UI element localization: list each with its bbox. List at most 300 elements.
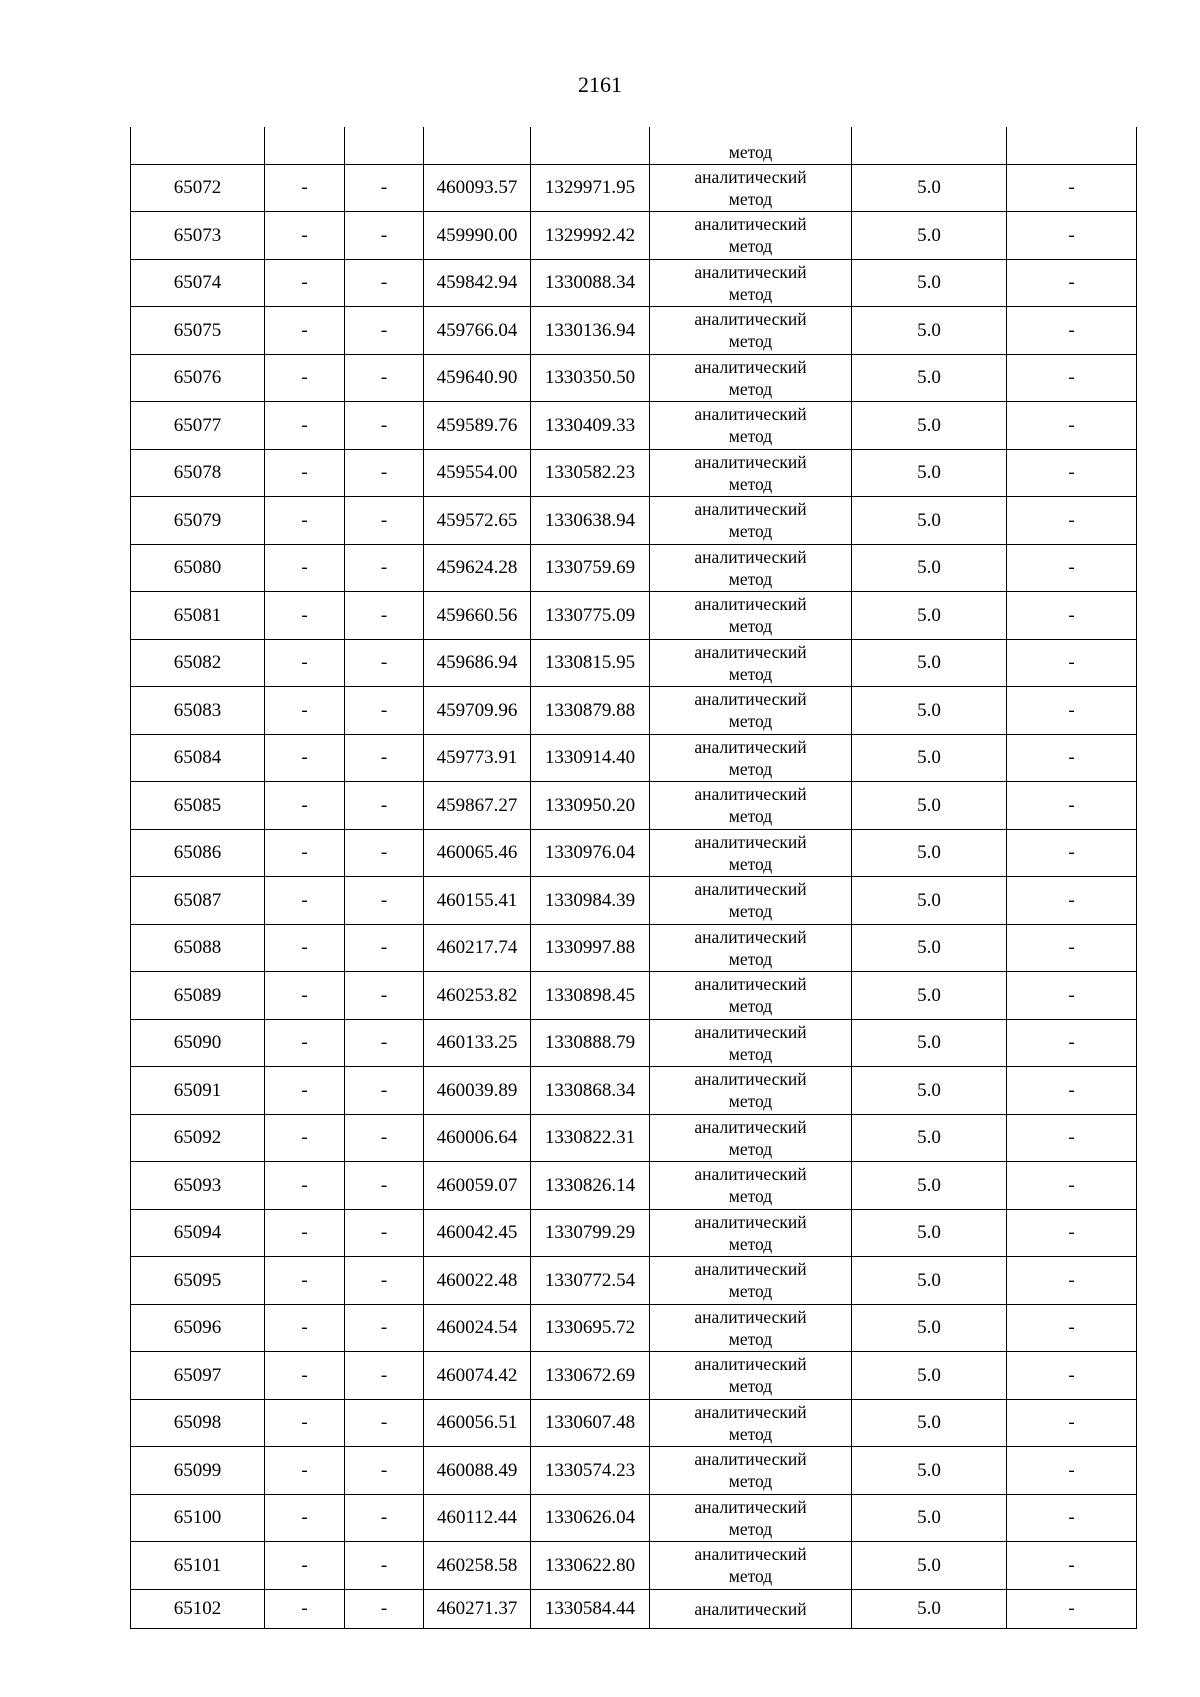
method-line-1: аналитический — [694, 1401, 807, 1422]
cell-method — [650, 1257, 852, 1305]
cell-accuracy: 5.0 — [852, 687, 1007, 735]
cell-method — [650, 924, 852, 972]
method-line-1: аналитический — [694, 1069, 807, 1090]
method-line-1: аналитический — [694, 879, 807, 900]
cell-y-coordinate: 1330997.88 — [531, 924, 650, 972]
cell-accuracy: 5.0 — [852, 1494, 1007, 1542]
cell-y-coordinate: 1330914.40 — [531, 734, 650, 782]
cell-accuracy: 5.0 — [852, 1447, 1007, 1495]
cell-col8: - — [1007, 687, 1137, 735]
cell-x-coordinate: 459589.76 — [424, 402, 531, 450]
cell-col8: - — [1007, 402, 1137, 450]
cell-y-coordinate: 1330799.29 — [531, 1209, 650, 1257]
method-line-1: аналитический — [694, 1598, 807, 1619]
cell-col3: - — [345, 687, 424, 735]
cell-y-coordinate: 1329971.95 — [531, 164, 650, 212]
cell-col2: - — [265, 497, 345, 545]
cell-col2: - — [265, 1447, 345, 1495]
method-line-1: аналитический — [694, 261, 807, 282]
cell-y-coordinate: 1330136.94 — [531, 307, 650, 355]
method-line-2: метод — [728, 1328, 773, 1349]
cell-col2: - — [265, 544, 345, 592]
table-row — [131, 1447, 1137, 1495]
method-line-2: метод — [728, 806, 773, 827]
cell-y-coordinate: 1330672.69 — [531, 1352, 650, 1400]
cell-col3: - — [345, 544, 424, 592]
method-line-2: метод — [728, 236, 773, 257]
table-row — [131, 212, 1137, 260]
cell-point-id: 65087 — [131, 877, 265, 925]
method-line-2: метод — [728, 521, 773, 542]
cell-col3: - — [345, 1257, 424, 1305]
cell-col2: - — [265, 1209, 345, 1257]
cell-col3: - — [345, 639, 424, 687]
cell-col2: - — [265, 782, 345, 830]
cell-x-coordinate: 460056.51 — [424, 1399, 531, 1447]
cell-accuracy: 5.0 — [852, 1067, 1007, 1115]
cell-point-id: 65076 — [131, 354, 265, 402]
cell-x-coordinate: 459686.94 — [424, 639, 531, 687]
cell-point-id: 65086 — [131, 829, 265, 877]
cell-col2: - — [265, 307, 345, 355]
cell-x-coordinate: 459660.56 — [424, 592, 531, 640]
cell-method — [650, 1209, 852, 1257]
cell-col3: - — [345, 259, 424, 307]
method-line-2: метод — [728, 1233, 773, 1254]
cell-point-id: 65082 — [131, 639, 265, 687]
table-body — [131, 127, 1137, 1628]
cell-x-coordinate: 459554.00 — [424, 449, 531, 497]
cell-accuracy: 5.0 — [852, 829, 1007, 877]
cell-x-coordinate: 459867.27 — [424, 782, 531, 830]
cell-col3: - — [345, 1304, 424, 1352]
method-line-1: аналитический — [694, 926, 807, 947]
cell-method — [650, 1352, 852, 1400]
table-row — [131, 497, 1137, 545]
method-line-2: метод — [728, 1423, 773, 1444]
cell-x-coordinate: 459572.65 — [424, 497, 531, 545]
table-row — [131, 687, 1137, 735]
cell-col8: - — [1007, 639, 1137, 687]
cell-point-id: 65096 — [131, 1304, 265, 1352]
method-line-2: метод — [728, 1518, 773, 1539]
cell-empty — [852, 127, 1007, 164]
cell-accuracy: 5.0 — [852, 1352, 1007, 1400]
cell-col3: - — [345, 877, 424, 925]
method-line-2: метод — [728, 378, 773, 399]
cell-col2: - — [265, 1257, 345, 1305]
cell-method — [650, 402, 852, 450]
cell-point-id: 65090 — [131, 1019, 265, 1067]
cell-x-coordinate: 459766.04 — [424, 307, 531, 355]
table-row — [131, 354, 1137, 402]
method-line-1: аналитический — [694, 499, 807, 520]
cell-method — [650, 592, 852, 640]
table-row — [131, 1304, 1137, 1352]
cell-x-coordinate: 460074.42 — [424, 1352, 531, 1400]
cell-method — [650, 449, 852, 497]
cell-accuracy: 5.0 — [852, 1399, 1007, 1447]
cell-point-id: 65084 — [131, 734, 265, 782]
cell-point-id: 65078 — [131, 449, 265, 497]
cell-point-id: 65081 — [131, 592, 265, 640]
cell-point-id: 65097 — [131, 1352, 265, 1400]
table-row — [131, 1399, 1137, 1447]
method-line-1: аналитический — [694, 166, 807, 187]
cell-empty — [424, 127, 531, 164]
cell-method — [650, 1019, 852, 1067]
method-line-1: аналитический — [694, 356, 807, 377]
cell-method — [650, 544, 852, 592]
cell-col8: - — [1007, 164, 1137, 212]
cell-y-coordinate: 1330759.69 — [531, 544, 650, 592]
cell-x-coordinate: 460065.46 — [424, 829, 531, 877]
cell-method — [650, 687, 852, 735]
cell-x-coordinate: 459842.94 — [424, 259, 531, 307]
cell-x-coordinate: 459624.28 — [424, 544, 531, 592]
cell-accuracy: 5.0 — [852, 592, 1007, 640]
method-line-2: метод — [728, 996, 773, 1017]
cell-accuracy: 5.0 — [852, 1162, 1007, 1210]
cell-method — [650, 164, 852, 212]
cell-point-id: 65085 — [131, 782, 265, 830]
cell-col8: - — [1007, 1589, 1137, 1628]
method-line-2: метод — [728, 188, 773, 209]
cell-col8: - — [1007, 1447, 1137, 1495]
cell-y-coordinate: 1330826.14 — [531, 1162, 650, 1210]
cell-y-coordinate: 1330350.50 — [531, 354, 650, 402]
cell-x-coordinate: 460042.45 — [424, 1209, 531, 1257]
cell-col2: - — [265, 734, 345, 782]
cell-col8: - — [1007, 259, 1137, 307]
cell-method — [650, 877, 852, 925]
method-line-1: аналитический — [694, 451, 807, 472]
method-line-1: аналитический — [694, 404, 807, 425]
cell-col3: - — [345, 1399, 424, 1447]
method-line-1: аналитический — [694, 1544, 807, 1565]
method-line-1: аналитический — [694, 1021, 807, 1042]
cell-col2: - — [265, 212, 345, 260]
cell-accuracy: 5.0 — [852, 212, 1007, 260]
cell-accuracy: 5.0 — [852, 1542, 1007, 1590]
cell-col3: - — [345, 307, 424, 355]
cell-y-coordinate: 1330772.54 — [531, 1257, 650, 1305]
cell-y-coordinate: 1330950.20 — [531, 782, 650, 830]
cell-method — [650, 354, 852, 402]
cell-accuracy: 5.0 — [852, 1114, 1007, 1162]
table-row — [131, 307, 1137, 355]
cell-point-id: 65098 — [131, 1399, 265, 1447]
cell-col2: - — [265, 1399, 345, 1447]
cell-col8: - — [1007, 1209, 1137, 1257]
method-line-1: аналитический — [694, 689, 807, 710]
cell-point-id: 65074 — [131, 259, 265, 307]
method-line-1: аналитический — [694, 736, 807, 757]
cell-y-coordinate: 1330984.39 — [531, 877, 650, 925]
cell-empty — [265, 127, 345, 164]
cell-col2: - — [265, 592, 345, 640]
method-line-2: метод — [728, 1138, 773, 1159]
cell-accuracy: 5.0 — [852, 402, 1007, 450]
cell-x-coordinate: 460093.57 — [424, 164, 531, 212]
cell-x-coordinate: 460022.48 — [424, 1257, 531, 1305]
cell-col3: - — [345, 212, 424, 260]
cell-col8: - — [1007, 734, 1137, 782]
table-row — [131, 1542, 1137, 1590]
cell-x-coordinate: 460112.44 — [424, 1494, 531, 1542]
table-row — [131, 1257, 1137, 1305]
method-line-2: метод — [728, 1186, 773, 1207]
cell-col3: - — [345, 782, 424, 830]
cell-point-id: 65072 — [131, 164, 265, 212]
cell-method — [650, 1162, 852, 1210]
method-line-1: аналитический — [694, 1496, 807, 1517]
cell-x-coordinate: 459990.00 — [424, 212, 531, 260]
table-row — [131, 1067, 1137, 1115]
cell-accuracy: 5.0 — [852, 1257, 1007, 1305]
cell-col8: - — [1007, 354, 1137, 402]
cell-col2: - — [265, 1494, 345, 1542]
table-row — [131, 259, 1137, 307]
cell-method — [650, 829, 852, 877]
cell-x-coordinate: 460088.49 — [424, 1447, 531, 1495]
cell-col2: - — [265, 1114, 345, 1162]
cell-y-coordinate: 1330582.23 — [531, 449, 650, 497]
cell-x-coordinate: 460253.82 — [424, 972, 531, 1020]
cell-y-coordinate: 1330898.45 — [531, 972, 650, 1020]
cell-col8: - — [1007, 592, 1137, 640]
table-row — [131, 1162, 1137, 1210]
cell-accuracy: 5.0 — [852, 924, 1007, 972]
method-line-1: аналитический — [694, 214, 807, 235]
cell-accuracy: 5.0 — [852, 497, 1007, 545]
cell-col8: - — [1007, 924, 1137, 972]
cell-col3: - — [345, 972, 424, 1020]
cell-col8: - — [1007, 782, 1137, 830]
cell-col8: - — [1007, 497, 1137, 545]
page-number: 2161 — [578, 72, 622, 97]
cell-accuracy: 5.0 — [852, 782, 1007, 830]
table-row — [131, 402, 1137, 450]
cell-x-coordinate: 460217.74 — [424, 924, 531, 972]
cell-accuracy: 5.0 — [852, 877, 1007, 925]
method-line-1: аналитический — [694, 1259, 807, 1280]
cell-col8: - — [1007, 212, 1137, 260]
cell-point-id: 65102 — [131, 1589, 265, 1628]
cell-point-id: 65091 — [131, 1067, 265, 1115]
table-row — [131, 1209, 1137, 1257]
cell-col3: - — [345, 497, 424, 545]
table-row — [131, 972, 1137, 1020]
cell-method-continuation: метод — [650, 127, 852, 164]
method-line-2: метод — [728, 758, 773, 779]
cell-accuracy: 5.0 — [852, 164, 1007, 212]
cell-col8: - — [1007, 877, 1137, 925]
cell-method — [650, 307, 852, 355]
cell-col2: - — [265, 1304, 345, 1352]
cell-col3: - — [345, 1447, 424, 1495]
cell-col3: - — [345, 592, 424, 640]
cell-col3: - — [345, 1067, 424, 1115]
cell-col8: - — [1007, 307, 1137, 355]
cell-col8: - — [1007, 1114, 1137, 1162]
table-row — [131, 924, 1137, 972]
cell-col8: - — [1007, 1352, 1137, 1400]
cell-col8: - — [1007, 1162, 1137, 1210]
cell-x-coordinate: 460059.07 — [424, 1162, 531, 1210]
cell-col3: - — [345, 1494, 424, 1542]
cell-method — [650, 1542, 852, 1590]
cell-y-coordinate: 1330622.80 — [531, 1542, 650, 1590]
cell-x-coordinate: 460271.37 — [424, 1589, 531, 1628]
cell-y-coordinate: 1330626.04 — [531, 1494, 650, 1542]
method-line-2: метод — [728, 901, 773, 922]
cell-point-id: 65092 — [131, 1114, 265, 1162]
cell-col3: - — [345, 734, 424, 782]
cell-col2: - — [265, 1589, 345, 1628]
method-line-2: метод — [728, 426, 773, 447]
cell-x-coordinate: 460133.25 — [424, 1019, 531, 1067]
cell-method — [650, 1304, 852, 1352]
cell-y-coordinate: 1330695.72 — [531, 1304, 650, 1352]
cell-x-coordinate: 459640.90 — [424, 354, 531, 402]
cell-x-coordinate: 459773.91 — [424, 734, 531, 782]
cell-col2: - — [265, 402, 345, 450]
continuation-row — [131, 127, 1137, 164]
cell-point-id: 65088 — [131, 924, 265, 972]
cell-accuracy: 5.0 — [852, 544, 1007, 592]
cell-y-coordinate: 1330088.34 — [531, 259, 650, 307]
cell-method — [650, 1114, 852, 1162]
cell-method — [650, 1399, 852, 1447]
cell-accuracy: 5.0 — [852, 1304, 1007, 1352]
cell-x-coordinate: 460006.64 — [424, 1114, 531, 1162]
method-line-1: аналитический — [694, 1211, 807, 1232]
method-line-1: аналитический — [694, 974, 807, 995]
cell-col3: - — [345, 402, 424, 450]
cell-y-coordinate: 1330888.79 — [531, 1019, 650, 1067]
cell-y-coordinate: 1330868.34 — [531, 1067, 650, 1115]
cell-point-id: 65080 — [131, 544, 265, 592]
cell-col3: - — [345, 164, 424, 212]
table-row — [131, 734, 1137, 782]
table-row — [131, 877, 1137, 925]
method-line-1: аналитический — [694, 594, 807, 615]
cell-method — [650, 639, 852, 687]
cell-col8: - — [1007, 544, 1137, 592]
cell-point-id: 65100 — [131, 1494, 265, 1542]
cell-y-coordinate: 1330409.33 — [531, 402, 650, 450]
method-line-2: метод — [728, 1376, 773, 1397]
cell-col8: - — [1007, 1067, 1137, 1115]
cell-col2: - — [265, 1352, 345, 1400]
cell-col3: - — [345, 1114, 424, 1162]
cell-y-coordinate: 1330775.09 — [531, 592, 650, 640]
table-row — [131, 1494, 1137, 1542]
cell-method — [650, 1447, 852, 1495]
method-line-2: метод — [728, 711, 773, 732]
table-row — [131, 592, 1137, 640]
cell-accuracy: 5.0 — [852, 734, 1007, 782]
cell-accuracy: 5.0 — [852, 1019, 1007, 1067]
table-row — [131, 544, 1137, 592]
cell-y-coordinate: 1330822.31 — [531, 1114, 650, 1162]
cell-col2: - — [265, 449, 345, 497]
table-row — [131, 449, 1137, 497]
cell-col3: - — [345, 1589, 424, 1628]
cell-col8: - — [1007, 972, 1137, 1020]
method-line-2: метод — [728, 853, 773, 874]
method-line-1: аналитический — [694, 1164, 807, 1185]
cell-y-coordinate: 1330607.48 — [531, 1399, 650, 1447]
cell-accuracy: 5.0 — [852, 307, 1007, 355]
method-line-2: метод — [728, 1566, 773, 1587]
table-row — [131, 639, 1137, 687]
method-line-1: аналитический — [694, 309, 807, 330]
method-line-1: аналитический — [694, 1306, 807, 1327]
table-row — [131, 1352, 1137, 1400]
method-line-2: метод — [728, 948, 773, 969]
cell-col3: - — [345, 829, 424, 877]
table-row — [131, 1589, 1137, 1628]
method-line-1: аналитический — [694, 784, 807, 805]
cell-point-id: 65095 — [131, 1257, 265, 1305]
cell-point-id: 65073 — [131, 212, 265, 260]
cell-y-coordinate: 1330976.04 — [531, 829, 650, 877]
cell-col3: - — [345, 1209, 424, 1257]
cell-point-id: 65099 — [131, 1447, 265, 1495]
cell-col2: - — [265, 972, 345, 1020]
cell-col2: - — [265, 687, 345, 735]
cell-accuracy: 5.0 — [852, 639, 1007, 687]
cell-empty — [345, 127, 424, 164]
method-line-1: аналитический — [694, 1116, 807, 1137]
table-row — [131, 829, 1137, 877]
cell-col3: - — [345, 449, 424, 497]
method-line-2: метод — [728, 283, 773, 304]
cell-col2: - — [265, 1067, 345, 1115]
method-line-1: аналитический — [694, 546, 807, 567]
cell-empty — [131, 127, 265, 164]
method-line-2: метод — [728, 568, 773, 589]
cell-col3: - — [345, 1352, 424, 1400]
cell-accuracy: 5.0 — [852, 259, 1007, 307]
table-row — [131, 1019, 1137, 1067]
cell-col2: - — [265, 1019, 345, 1067]
cell-point-id: 65101 — [131, 1542, 265, 1590]
cell-col2: - — [265, 259, 345, 307]
cell-col2: - — [265, 1542, 345, 1590]
method-line-1: аналитический — [694, 1354, 807, 1375]
coordinates-table — [130, 127, 1137, 1629]
cell-x-coordinate: 460258.58 — [424, 1542, 531, 1590]
cell-col8: - — [1007, 829, 1137, 877]
cell-accuracy: 5.0 — [852, 972, 1007, 1020]
method-line-2: метод — [728, 1091, 773, 1112]
cell-col2: - — [265, 164, 345, 212]
cell-y-coordinate: 1329992.42 — [531, 212, 650, 260]
cell-col2: - — [265, 829, 345, 877]
cell-accuracy: 5.0 — [852, 354, 1007, 402]
cell-point-id: 65079 — [131, 497, 265, 545]
method-line-2: метод — [728, 1043, 773, 1064]
cell-empty — [531, 127, 650, 164]
cell-col2: - — [265, 1162, 345, 1210]
method-line-1: аналитический — [694, 641, 807, 662]
cell-y-coordinate: 1330638.94 — [531, 497, 650, 545]
cell-col3: - — [345, 924, 424, 972]
cell-x-coordinate: 459709.96 — [424, 687, 531, 735]
